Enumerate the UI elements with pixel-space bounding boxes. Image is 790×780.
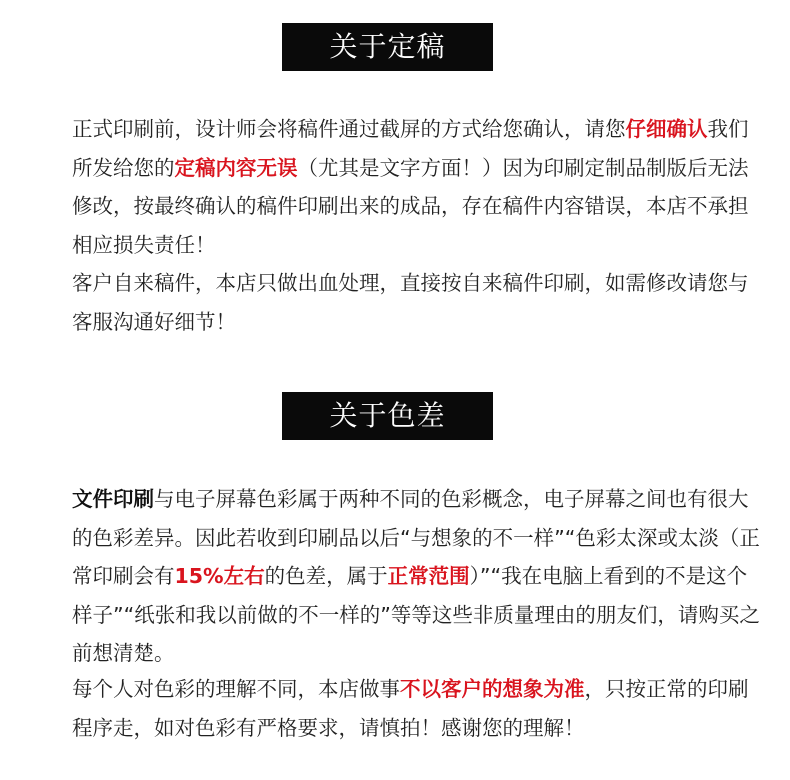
text-span: ，只按正常的印刷程序走，如对色彩有严格要求，请慎拍！感谢您的理解！ <box>72 677 749 740</box>
text-span: （尤其是文字方面！）因为印刷定制品制版后无法修改，按最终确认的稿件印刷出来的成品，存在稿件内容错误，本店不承担相应损失责任！ <box>72 155 749 257</box>
highlight-normal-range: 正常范围 <box>387 564 470 588</box>
highlight-careful-confirm: 仔细确认 <box>625 117 708 141</box>
section-heading-color-difference: 关于色差 <box>282 392 493 440</box>
color-difference-paragraph-1 <box>31 480 761 673</box>
highlight-not-customer-imagination: 不以客户的想象为准 <box>400 677 585 701</box>
text-span: 客户自来稿件，本店只做出血处理，直接按自来稿件印刷，如需修改请您与客服沟通好细节！ <box>72 271 749 334</box>
section-heading-final-draft: 关于定稿 <box>282 23 493 71</box>
color-difference-paragraph-2 <box>31 670 761 747</box>
text-span: ）”“我在电脑上看到的不是这个样子”“纸张和我以前做的不一样的”等等这些非质量理由的朋友们，请购买之前想清楚。 <box>72 564 760 665</box>
highlight-draft-correct: 定稿内容无误 <box>174 155 298 180</box>
text-span: 的色差，属于 <box>264 564 388 588</box>
bold-file-printing: 文件印刷 <box>72 487 154 511</box>
text-span: 与电子屏幕色彩属于两种不同的色彩概念，电子屏幕之间也有很大的色彩差异。因此若收到印刷品以后“与想象的不一样”“色彩太深或太淡（正常印刷会有 <box>72 487 760 588</box>
text-span: 每个人对色彩的理解不同，本店做事 <box>72 677 400 701</box>
final-draft-paragraph-2 <box>31 264 761 341</box>
text-span: 我们所发给您的 <box>72 117 749 180</box>
final-draft-paragraph-1 <box>31 110 761 264</box>
text-span: 正式印刷前，设计师会将稿件通过截屏的方式给您确认，请您 <box>72 117 626 141</box>
highlight-15-percent: 15%左右 <box>174 564 265 588</box>
